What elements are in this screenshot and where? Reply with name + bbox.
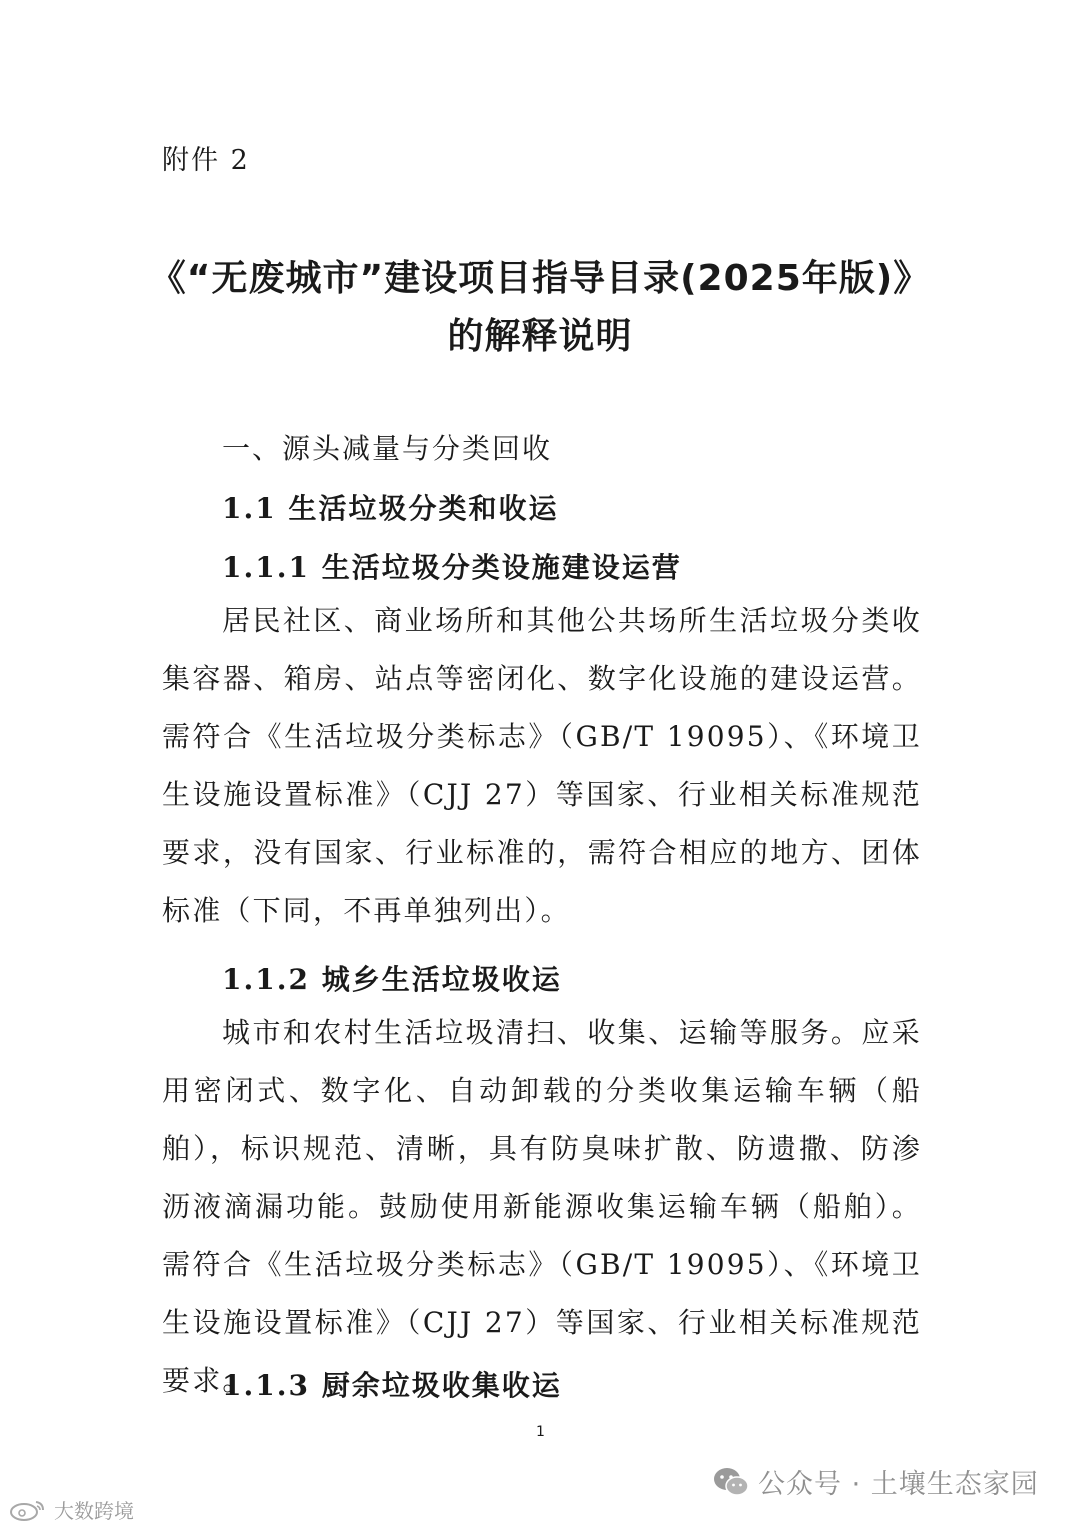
subsection-1-1-1-body: 居民社区、商业场所和其他公共场所生活垃圾分类收集容器、箱房、站点等密闭化、数字化设施的建设运营。需符合《生活垃圾分类标志》（GB/T 19095）、《环境卫生设施设置标准》（CJJ 27）等国家、行业相关标准规范要求，没有国家、行业标准的，需符合相应的地方、团体标准（下同，不再单独列出）。 <box>162 604 922 927</box>
weibo-watermark-text: 大数跨境 <box>54 1499 134 1523</box>
title-line-1: 《“无废城市”建设项目指导目录(2025年版)》 <box>149 258 931 299</box>
subsection-1-1-1-heading: 1.1.1 生活垃圾分类设施建设运营 <box>222 551 682 584</box>
document-title <box>0 250 1080 366</box>
page-number: 1 <box>536 1424 545 1440</box>
weibo-icon <box>8 1498 48 1522</box>
weibo-watermark <box>8 1495 134 1524</box>
subsection-1-1-3-heading: 1.1.3 厨余垃圾收集收运 <box>222 1369 562 1402</box>
wechat-icon <box>712 1466 750 1498</box>
attachment-label: 附件 2 <box>162 145 250 176</box>
wechat-watermark-text: 公众号 · 土壤生态家园 <box>758 1469 1039 1500</box>
wechat-watermark <box>712 1462 1039 1501</box>
subsection-1-1-heading: 1.1 生活垃圾分类和收运 <box>222 492 559 525</box>
section-1-heading: 一、源头减量与分类回收 <box>222 432 553 465</box>
subsection-1-1-2-body: 城市和农村生活垃圾清扫、收集、运输等服务。应采用密闭式、数字化、自动卸载的分类收集运输车辆（船舶），标识规范、清晰，具有防臭味扩散、防遗撒、防渗沥液滴漏功能。鼓励使用新能源收集运输车辆（船舶）。需符合《生活垃圾分类标志》（GB/T 19095）、《环境卫生设施设置标准》（CJJ 27）等国家、行业相关标准规范要求。 <box>162 1016 922 1397</box>
title-line-2: 的解释说明 <box>447 316 633 357</box>
subsection-1-1-2-heading: 1.1.2 城乡生活垃圾收运 <box>222 963 562 996</box>
